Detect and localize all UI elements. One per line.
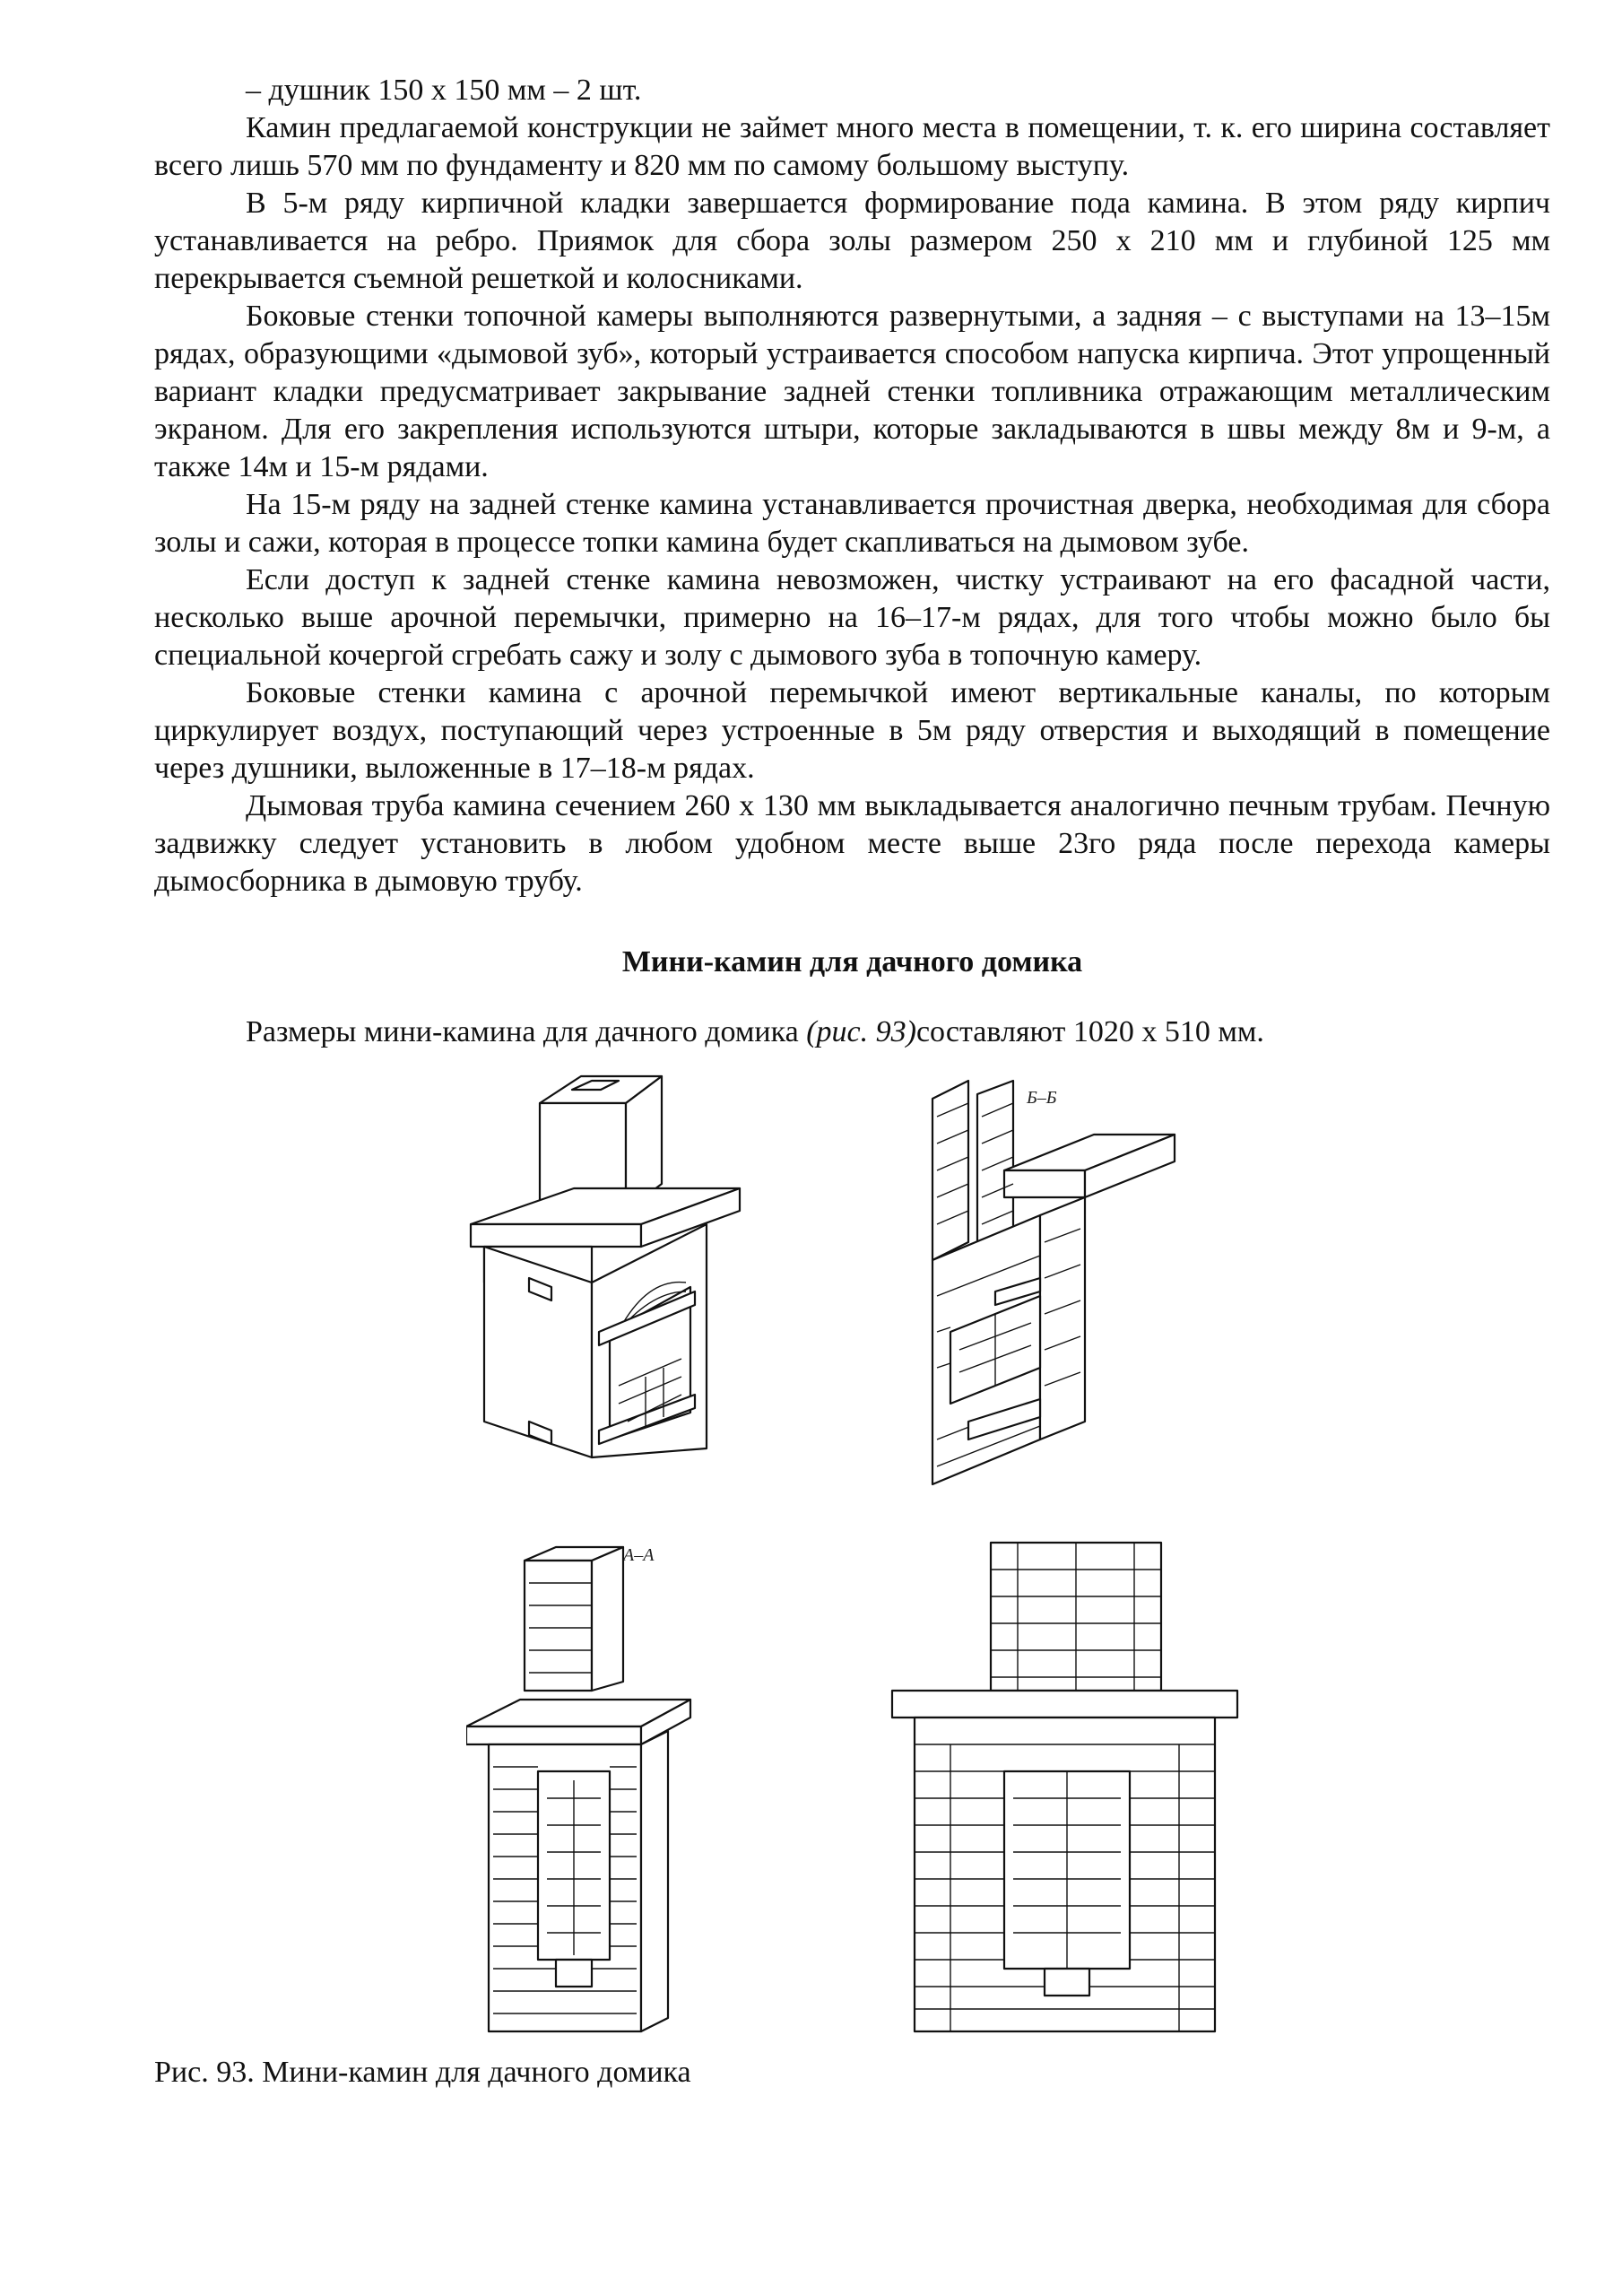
section-label-aa: А–А (623, 1545, 655, 1565)
section-aa-drawing (466, 1545, 690, 2031)
figure-reference: (рис. 93) (806, 1015, 916, 1048)
front-view-drawing (892, 1543, 1237, 2031)
paragraph: Дымовая труба камина сечением 260 х 130 мм выкладывается аналогично печным трубам. Печную задвижку следует установить в любом удобном месте выше 23го ряда после перехода камеры дымосборника в дымовую трубу. (154, 789, 1550, 898)
figure-93 (466, 1063, 1246, 2049)
section-bb-drawing (932, 1081, 1175, 1484)
paragraph: – душник 150 х 150 мм – 2 шт. (246, 74, 642, 107)
intro-text: Размеры мини-камина для дачного домика (246, 1015, 807, 1048)
section-label-bb: Б–Б (1027, 1088, 1057, 1108)
paragraph: Боковые стенки топочной камеры выполняются развернутыми, а задняя – с выступами на 13–15м рядах, образующими «дымовой зуб», который устраивается способом напуска кирпича. Этот упрощенный вариант кладки предусматривает закрывание задней стенки топливника отражающим металлическим экраном. Для его закрепления используются штыри, которые закладываются в швы между 8м и 9-м, а также 14м и 15-м рядами. (154, 300, 1550, 483)
paragraph: На 15-м ряду на задней стенке камина устанавливается прочистная дверка, необходимая для сбора золы и сажи, которая в процессе топки камина будет скапливаться на дымовом зубе. (154, 488, 1550, 559)
intro-text-end: составляют 1020 х 510 мм. (915, 1015, 1264, 1048)
section-intro (154, 1013, 1550, 1051)
body-text (154, 72, 1550, 900)
fireplace-drawings (466, 1063, 1246, 2049)
exterior-view-drawing (471, 1076, 740, 1457)
paragraph: Камин предлагаемой конструкции не займет много места в помещении, т. к. его ширина составляет всего лишь 570 мм по фундаменту и 820 мм по самому большому выступу. (154, 111, 1550, 182)
paragraph: В 5-м ряду кирпичной кладки завершается формирование пода камина. В этом ряду кирпич устанавливается на ребро. Приямок для сбора золы размером 250 х 210 мм и глубиной 125 мм перекрывается съемной решеткой и колосниками. (154, 187, 1550, 295)
section-heading: Мини-камин для дачного домика (621, 945, 1083, 978)
paragraph: Боковые стенки камина с арочной перемычкой имеют вертикальные каналы, по которым циркулирует воздух, поступающий через устроенные в 5м ряду отверстия и выходящий в помещение через душники, выложенные в 17–18-м рядах. (154, 676, 1550, 785)
figure-caption: Рис. 93. Мини-камин для дачного домика (154, 2056, 691, 2089)
paragraph: Если доступ к задней стенке камина невозможен, чистку устраивают на его фасадной части, несколько выше арочной перемычки, примерно на 16–17-м рядах, для того чтобы можно было бы специальной кочергой сгребать сажу и золу с дымового зуба в топочную камеру. (154, 563, 1550, 672)
